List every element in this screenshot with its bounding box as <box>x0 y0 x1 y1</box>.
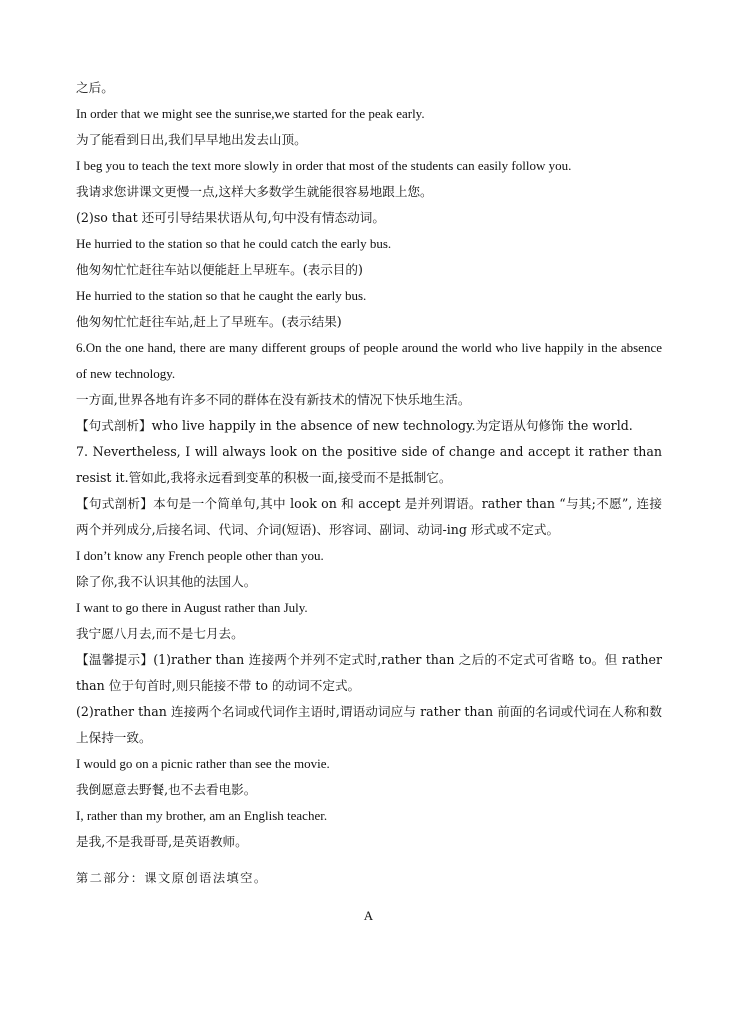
text-line: 是我,不是我哥哥,是英语教师。 <box>76 834 248 849</box>
text-line: In order that we might see the sunrise,we started for the peak early. <box>76 106 425 121</box>
document-body <box>76 75 662 891</box>
text-paragraph: 【温馨提示】(1)rather than 连接两个并列不定式时,rather than 之后的不定式可省略 to。但 rather than 位于句首时,则只能接不带 to 的动词不定式。 <box>76 652 662 693</box>
footer-letter: A <box>363 908 374 923</box>
text-line: I beg you to teach the text more slowly in order that most of the students can easily follow you. <box>76 158 572 173</box>
text-line: I would go on a picnic rather than see the movie. <box>76 756 330 771</box>
text-line: He hurried to the station so that he could catch the early bus. <box>76 236 392 251</box>
text-line: 他匆匆忙忙赶往车站,赶上了早班车。(表示结果) <box>76 314 342 329</box>
text-line: 一方面,世界各地有许多不同的群体在没有新技术的情况下快乐地生活。 <box>76 392 471 407</box>
text-line: 他匆匆忙忙赶往车站以便能赶上早班车。(表示目的) <box>76 262 363 277</box>
text-line: I, rather than my brother, am an English teacher. <box>76 808 328 823</box>
text-line: He hurried to the station so that he caught the early bus. <box>76 288 367 303</box>
text-line: 我宁愿八月去,而不是七月去。 <box>76 626 244 641</box>
text-line: 除了你,我不认识其他的法国人。 <box>76 574 257 589</box>
text-paragraph: 6.On the one hand, there are many different groups of people around the world who live happily in the absence of new technology. <box>76 340 662 381</box>
text-line: I don’t know any French people other than you. <box>76 548 324 563</box>
text-line: 我请求您讲课文更慢一点,这样大多数学生就能很容易地跟上您。 <box>76 184 433 199</box>
text-line: 之后。 <box>76 80 114 95</box>
text-line: (2)so that 还可引导结果状语从句,句中没有情态动词。 <box>76 210 385 225</box>
text-paragraph: 【句式剖析】本句是一个简单句,其中 look on 和 accept 是并列谓语。rather than “与其;不愿”, 连接两个并列成分,后接名词、代词、介词(短语)、形容词、副词、动词-ing 形式或不定式。 <box>76 496 662 537</box>
text-paragraph: (2)rather than 连接两个名词或代词作主语时,谓语动词应与 rather than 前面的名词或代词在人称和数上保持一致。 <box>76 704 662 745</box>
text-line: 我倒愿意去野餐,也不去看电影。 <box>76 782 257 797</box>
text-paragraph: 7. Nevertheless, I will always look on the positive side of change and accept it rather than resist it.管如此,我将永远看到变革的积极一面,接受而不是抵制它。 <box>76 444 662 485</box>
text-line: 【句式剖析】who live happily in the absence of new technology.为定语从句修饰 the world. <box>76 418 633 433</box>
section-title: 第二部分：课文原创语法填空。 <box>76 871 268 885</box>
text-line: 为了能看到日出,我们早早地出发去山顶。 <box>76 132 307 147</box>
text-line: I want to go there in August rather than July. <box>76 600 308 615</box>
